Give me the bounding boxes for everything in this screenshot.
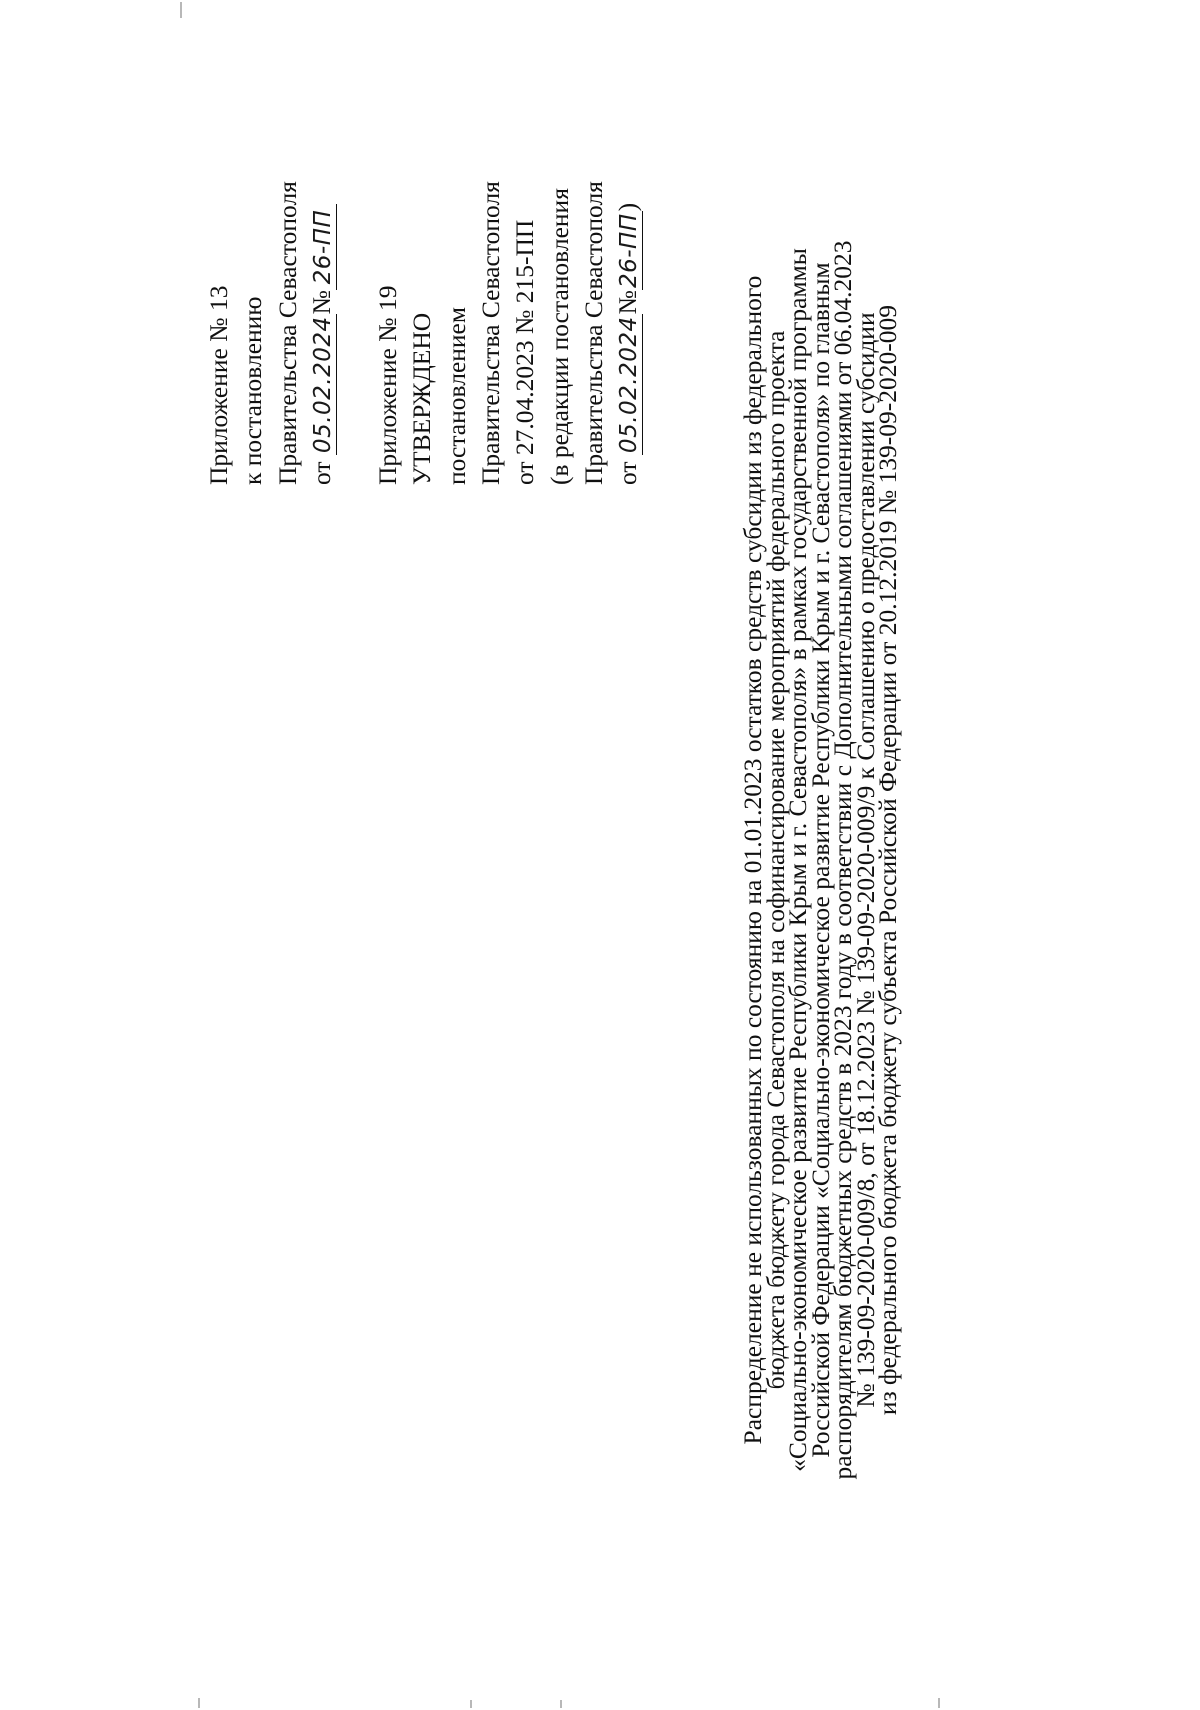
title-line: № 139-09-2020-009/8, от 18.12.2023 № 139-09-2020-009/9 к Соглашению о предоставлении субсидии xyxy=(850,312,880,1408)
scan-mark xyxy=(470,1700,472,1708)
scan-mark xyxy=(938,1698,940,1708)
title-line: бюджета бюджету города Севастополя на софинансирование мероприятий федерального проекта xyxy=(760,330,790,1390)
closing-parenthesis: ) xyxy=(613,202,643,212)
date-prefix-2: от xyxy=(613,461,643,485)
appendix-19-line: Приложение № 19 xyxy=(373,285,403,485)
to-resolution-line: к постановлению xyxy=(238,296,268,485)
resolution-date-line-2 xyxy=(611,65,645,485)
handwritten-number-1: 26-ПП xyxy=(310,204,337,290)
block-gap xyxy=(339,65,371,485)
approved-line: УТВЕРЖДЕНО xyxy=(407,312,437,485)
government-line-3: Правительства Севастополя xyxy=(578,181,608,485)
number-sign-2: № xyxy=(613,290,643,315)
approval-block xyxy=(202,65,646,485)
handwritten-number-2: 26-ПП xyxy=(616,213,643,289)
handwritten-date-1: 05.02.2024 xyxy=(309,316,336,454)
appendix-13-line: Приложение № 13 xyxy=(204,285,233,485)
government-line-2: Правительства Севастополя xyxy=(476,181,506,485)
title-line: из федерального бюджета бюджету субъекта Российской Федерации от 20.12.2019 № 139-09-2020-009 xyxy=(873,304,902,1416)
original-resolution-ref: от 27.04.2023 № 215-ПП xyxy=(510,219,540,485)
scan-mark xyxy=(180,2,182,18)
title-line: «Социально-экономическое развитие Республики Крым и г. Севастополя» в рамках государственной программы xyxy=(783,248,812,1472)
document-title xyxy=(738,130,902,1590)
edition-of-line: (в редакции постановления xyxy=(544,188,574,485)
title-line: Распределение не использованных по состоянию на 01.01.2023 остатков средств субсидии из федерального xyxy=(738,275,767,1445)
government-line-1: Правительства Севастополя xyxy=(272,181,302,485)
title-line: Российской Федерации «Социально-экономическое развитие Республики Крым и г. Севастополя» по главным xyxy=(805,262,835,1458)
resolution-date-line-1 xyxy=(305,65,339,485)
rotated-content xyxy=(0,60,1200,1710)
scan-mark xyxy=(560,1700,562,1708)
scan-mark xyxy=(198,1698,200,1708)
title-line: распорядителям бюджетных средств в 2023 году в соответствии с Дополнительными соглашениями от 06.04.2023 xyxy=(828,240,857,1480)
number-sign-1: № xyxy=(306,290,336,315)
date-prefix-1: от xyxy=(306,461,336,485)
handwritten-date-2: 05.02.2024 xyxy=(616,316,643,454)
by-resolution-line: постановлением xyxy=(441,306,471,485)
